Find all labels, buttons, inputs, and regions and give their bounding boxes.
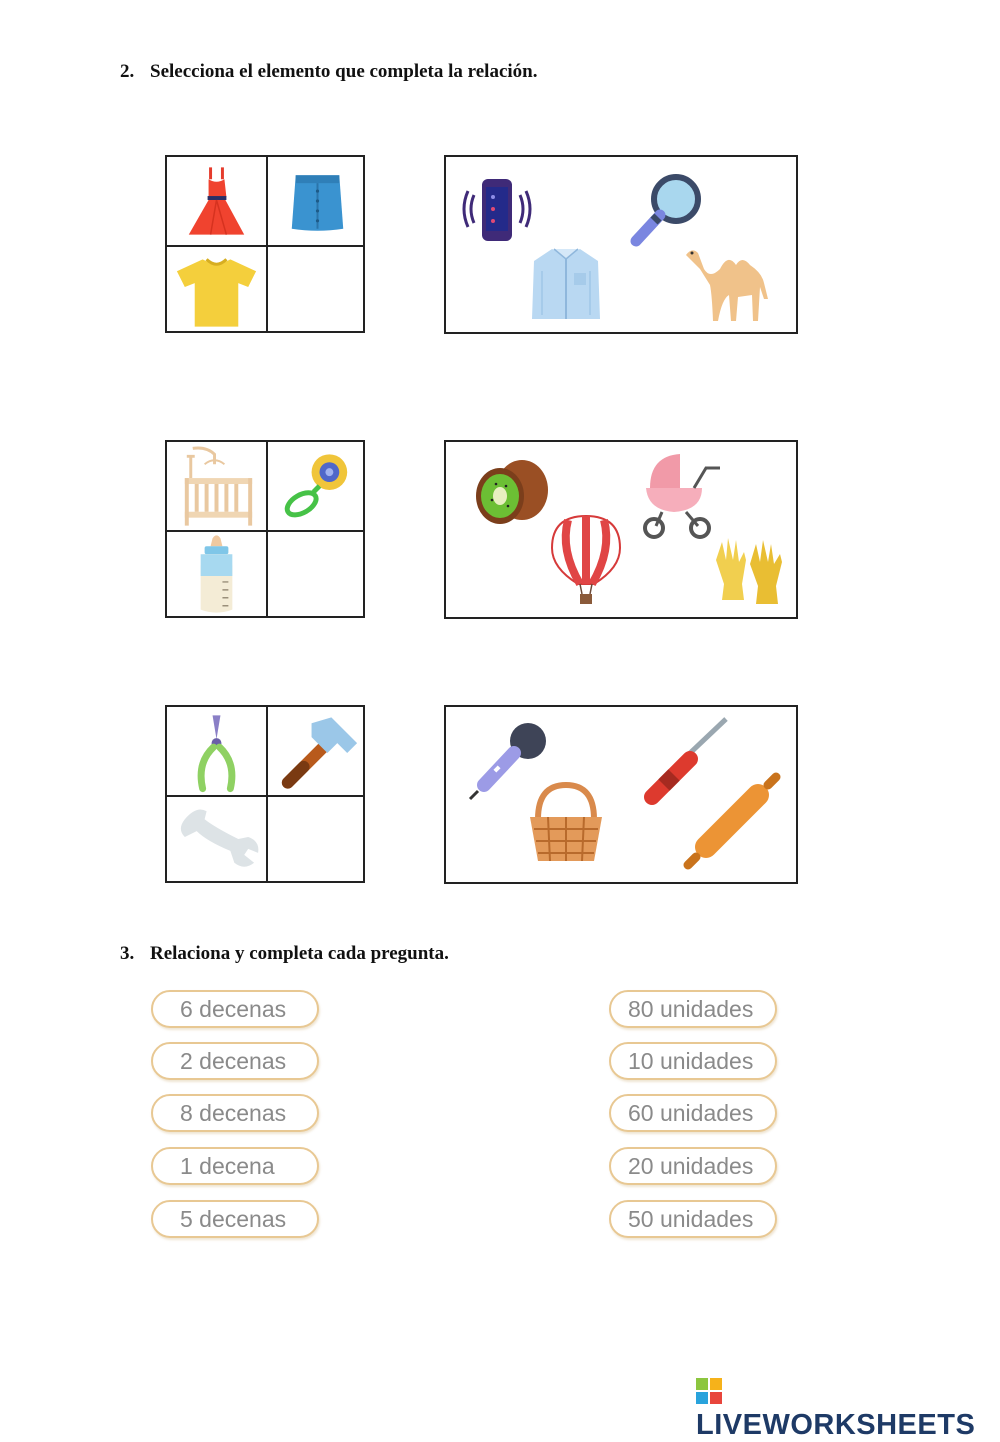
question-3-text: Relaciona y completa cada pregunta.: [150, 943, 449, 964]
liveworksheets-logo-icon: [696, 1378, 722, 1404]
tens-pill-4[interactable]: 1 decena: [151, 1147, 319, 1185]
tens-pill-1[interactable]: 6 decenas: [151, 990, 319, 1028]
wrench-icon: [167, 797, 266, 885]
units-pill-2[interactable]: 10 unidades: [609, 1042, 777, 1080]
units-pill-3[interactable]: 60 unidades: [609, 1094, 777, 1132]
baby-bottle-icon: [167, 532, 266, 620]
question-2-text: Selecciona el elemento que completa la relación.: [150, 61, 538, 82]
tens-pill-3[interactable]: 8 decenas: [151, 1094, 319, 1132]
gloves-icon[interactable]: [708, 530, 788, 610]
question-2-number: 2.: [120, 61, 135, 82]
liveworksheets-logo-text: LIVEWORKSHEETS: [696, 1409, 976, 1441]
basket-icon[interactable]: [524, 781, 608, 865]
pliers-icon: [167, 707, 266, 795]
rolling-pin-icon[interactable]: [680, 769, 784, 873]
t-shirt-icon: [167, 247, 266, 335]
baby-stroller-icon[interactable]: [636, 448, 728, 540]
hot-air-balloon-icon[interactable]: [546, 510, 626, 608]
baby-rattle-icon: [268, 442, 367, 530]
options-box-3: [444, 705, 798, 884]
skirt-icon: [268, 157, 367, 245]
crib-icon: [167, 442, 266, 530]
question-3-title: [120, 943, 449, 965]
relation-grid-2: [165, 440, 365, 618]
liveworksheets-logo: [696, 1376, 1000, 1442]
relation-grid-3: [165, 705, 365, 883]
smartphone-icon[interactable]: [460, 175, 532, 245]
hammer-icon: [268, 707, 367, 795]
relation-grid-1: [165, 155, 365, 333]
kiwi-icon[interactable]: [466, 454, 554, 532]
units-pill-4[interactable]: 20 unidades: [609, 1147, 777, 1185]
options-box-2: [444, 440, 798, 619]
units-pill-5[interactable]: 50 unidades: [609, 1200, 777, 1238]
question-2-title: [120, 61, 537, 83]
camel-icon[interactable]: [680, 239, 776, 329]
tens-pill-2[interactable]: 2 decenas: [151, 1042, 319, 1080]
shirt-icon[interactable]: [526, 243, 606, 325]
options-box-1: [444, 155, 798, 334]
tens-pill-5[interactable]: 5 decenas: [151, 1200, 319, 1238]
units-pill-1[interactable]: 80 unidades: [609, 990, 777, 1028]
question-3-number: 3.: [120, 943, 135, 964]
dress-icon: [167, 157, 266, 245]
